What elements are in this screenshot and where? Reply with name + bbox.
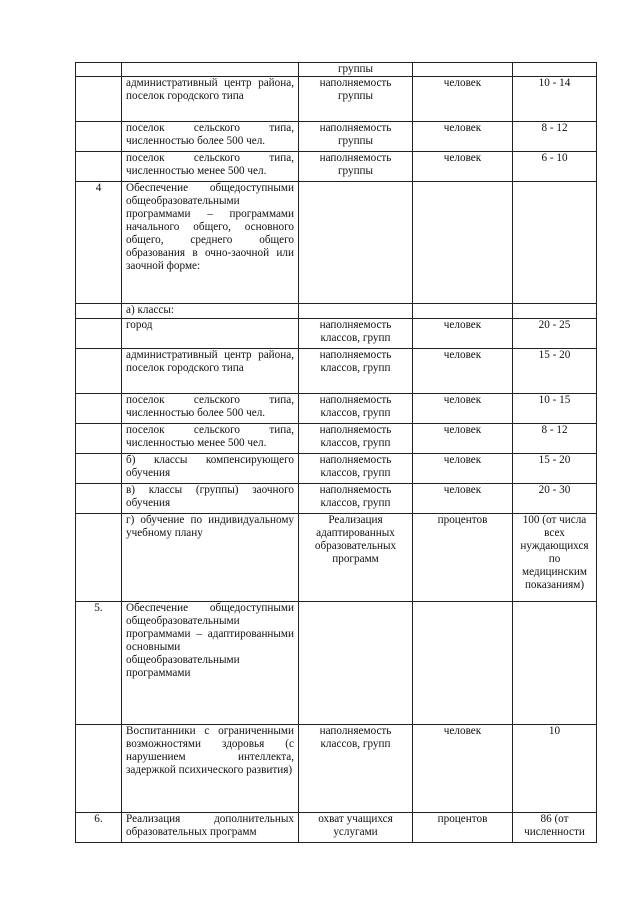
norms-table xyxy=(75,62,597,843)
row-description: административный центр района, поселок городского типа xyxy=(122,349,299,394)
row-description: поселок сельского типа, численностью менее 500 чел. xyxy=(122,152,299,182)
row-unit: человек xyxy=(413,424,513,454)
row-indicator: охват учащихся услугами xyxy=(299,813,413,843)
row-indicator: наполняемость классов, групп xyxy=(299,484,413,514)
row-description: в) классы (группы) заочного обучения xyxy=(122,484,299,514)
row-value xyxy=(513,602,597,725)
row-indicator xyxy=(299,602,413,725)
row-indicator: группы xyxy=(299,63,413,77)
table-row xyxy=(76,63,597,77)
row-value: 86 (от численности xyxy=(513,813,597,843)
row-number: 6. xyxy=(76,813,122,843)
row-unit: человек xyxy=(413,77,513,122)
row-unit: процентов xyxy=(413,514,513,602)
row-indicator: наполняемость классов, групп xyxy=(299,394,413,424)
row-value: 10 - 14 xyxy=(513,77,597,122)
table-row xyxy=(76,304,597,319)
row-number: 5. xyxy=(76,602,122,725)
row-indicator: наполняемость классов, групп xyxy=(299,725,413,813)
row-number xyxy=(76,349,122,394)
table-row xyxy=(76,484,597,514)
row-value xyxy=(513,304,597,319)
table-row xyxy=(76,319,597,349)
row-value: 100 (от числа всех нуждающихся по медицинским показаниям) xyxy=(513,514,597,602)
row-value: 6 - 10 xyxy=(513,152,597,182)
row-number xyxy=(76,63,122,77)
row-unit: человек xyxy=(413,484,513,514)
row-description: б) классы компенсирующего обучения xyxy=(122,454,299,484)
row-number xyxy=(76,77,122,122)
row-description: административный центр района, поселок городского типа xyxy=(122,77,299,122)
row-number: 4 xyxy=(76,182,122,304)
row-indicator: наполняемость группы xyxy=(299,152,413,182)
table-row xyxy=(76,813,597,843)
row-number xyxy=(76,394,122,424)
row-number xyxy=(76,152,122,182)
table-row xyxy=(76,424,597,454)
row-number xyxy=(76,454,122,484)
row-number xyxy=(76,304,122,319)
table-row xyxy=(76,394,597,424)
row-unit: человек xyxy=(413,349,513,394)
row-number xyxy=(76,122,122,152)
row-indicator: наполняемость группы xyxy=(299,77,413,122)
row-number xyxy=(76,725,122,813)
row-unit: человек xyxy=(413,319,513,349)
row-value xyxy=(513,182,597,304)
row-unit xyxy=(413,182,513,304)
row-description: г) обучение по индивидуальному учебному плану xyxy=(122,514,299,602)
table-row xyxy=(76,349,597,394)
row-number xyxy=(76,424,122,454)
row-number xyxy=(76,484,122,514)
row-indicator: Реализация адаптированных образовательных программ xyxy=(299,514,413,602)
row-description: поселок сельского типа, численностью менее 500 чел. xyxy=(122,424,299,454)
row-value: 20 - 30 xyxy=(513,484,597,514)
table-row xyxy=(76,122,597,152)
row-value: 10 - 15 xyxy=(513,394,597,424)
row-value: 8 - 12 xyxy=(513,122,597,152)
table-row xyxy=(76,725,597,813)
row-description xyxy=(122,63,299,77)
row-number xyxy=(76,319,122,349)
table-row xyxy=(76,454,597,484)
row-description: поселок сельского типа, численностью более 500 чел. xyxy=(122,122,299,152)
row-unit: процентов xyxy=(413,813,513,843)
row-value: 15 - 20 xyxy=(513,349,597,394)
row-number xyxy=(76,514,122,602)
row-value: 10 xyxy=(513,725,597,813)
row-unit xyxy=(413,304,513,319)
row-unit: человек xyxy=(413,394,513,424)
row-description: поселок сельского типа, численностью более 500 чел. xyxy=(122,394,299,424)
table-row xyxy=(76,152,597,182)
row-description: Воспитанники с ограниченными возможностями здоровья (с нарушением интеллекта, задержкой психического развития) xyxy=(122,725,299,813)
row-indicator: наполняемость классов, групп xyxy=(299,319,413,349)
row-indicator: наполняемость группы xyxy=(299,122,413,152)
row-value: 8 - 12 xyxy=(513,424,597,454)
row-unit xyxy=(413,63,513,77)
table-row xyxy=(76,77,597,122)
row-indicator: наполняемость классов, групп xyxy=(299,454,413,484)
row-description: Обеспечение общедоступными общеобразовательными программами – адаптированными основными общеобразовательными программами xyxy=(122,602,299,725)
row-unit xyxy=(413,602,513,725)
row-unit: человек xyxy=(413,152,513,182)
row-indicator: наполняемость классов, групп xyxy=(299,424,413,454)
row-value: 15 - 20 xyxy=(513,454,597,484)
table-row xyxy=(76,182,597,304)
row-value: 20 - 25 xyxy=(513,319,597,349)
row-description: а) классы: xyxy=(122,304,299,319)
row-description: город xyxy=(122,319,299,349)
row-indicator xyxy=(299,182,413,304)
row-indicator: наполняемость классов, групп xyxy=(299,349,413,394)
table-row xyxy=(76,602,597,725)
table-row xyxy=(76,514,597,602)
row-unit: человек xyxy=(413,454,513,484)
row-description: Реализация дополнительных образовательных программ xyxy=(122,813,299,843)
row-value xyxy=(513,63,597,77)
row-indicator xyxy=(299,304,413,319)
row-unit: человек xyxy=(413,122,513,152)
row-unit: человек xyxy=(413,725,513,813)
row-description: Обеспечение общедоступными общеобразовательными программами – программами начального общего, основного общего, среднего общего образования в очно-заочной или заочной форме: xyxy=(122,182,299,304)
